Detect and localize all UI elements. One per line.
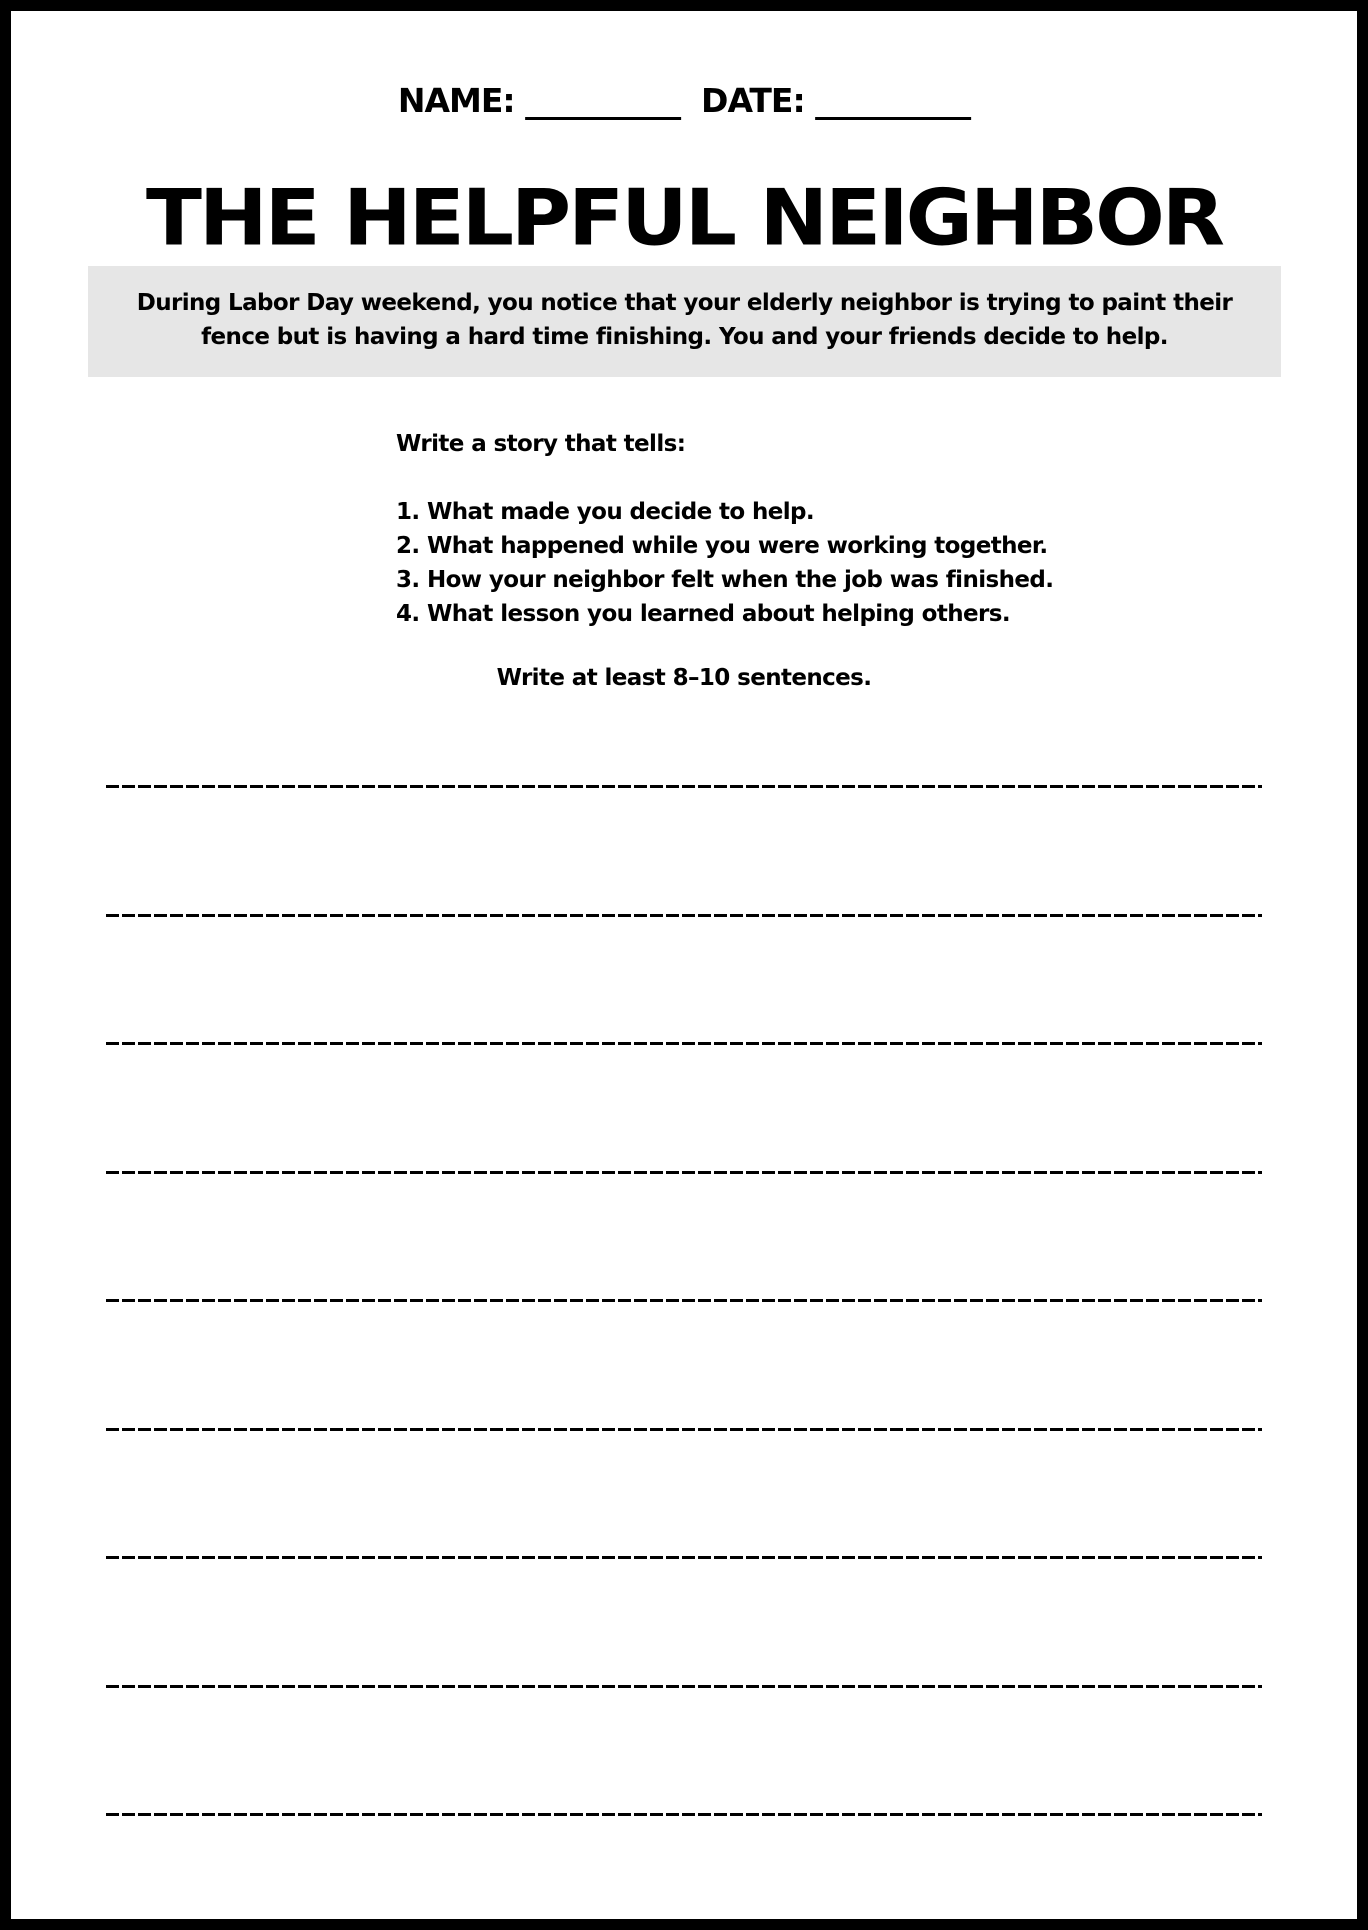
instructions-list: [396, 495, 1096, 631]
writing-line: [106, 1157, 1262, 1286]
writing-line: [106, 771, 1262, 900]
instruction-item: 1. What made you decide to help.: [396, 499, 815, 525]
worksheet-title: THE HELPFUL NEIGHBOR: [146, 173, 1222, 264]
instructions: [396, 427, 1096, 631]
name-date-line: NAME: __________ DATE: __________: [397, 81, 971, 120]
writing-line: [106, 1414, 1262, 1543]
instruction-item: 3. How your neighbor felt when the job was finished.: [396, 567, 1054, 593]
scenario-box: [88, 266, 1281, 377]
writing-lines: [106, 771, 1262, 1928]
writing-line: [106, 1028, 1262, 1157]
instruction-item: 2. What happened while you were working together.: [396, 533, 1048, 559]
scenario-text: During Labor Day weekend, you notice that your elderly neighbor is trying to paint their fence but is having a hard time finishing. You and your friends decide to help.: [136, 290, 1233, 350]
writing-line: [106, 1799, 1262, 1928]
minimum-sentences-note: Write at least 8–10 sentences.: [496, 665, 872, 691]
instructions-intro: Write a story that tells:: [396, 431, 686, 457]
instruction-item: 4. What lesson you learned about helping others.: [396, 601, 1010, 627]
writing-line: [106, 1671, 1262, 1800]
writing-line: [106, 1542, 1262, 1671]
writing-line: [106, 900, 1262, 1029]
writing-line: [106, 1285, 1262, 1414]
